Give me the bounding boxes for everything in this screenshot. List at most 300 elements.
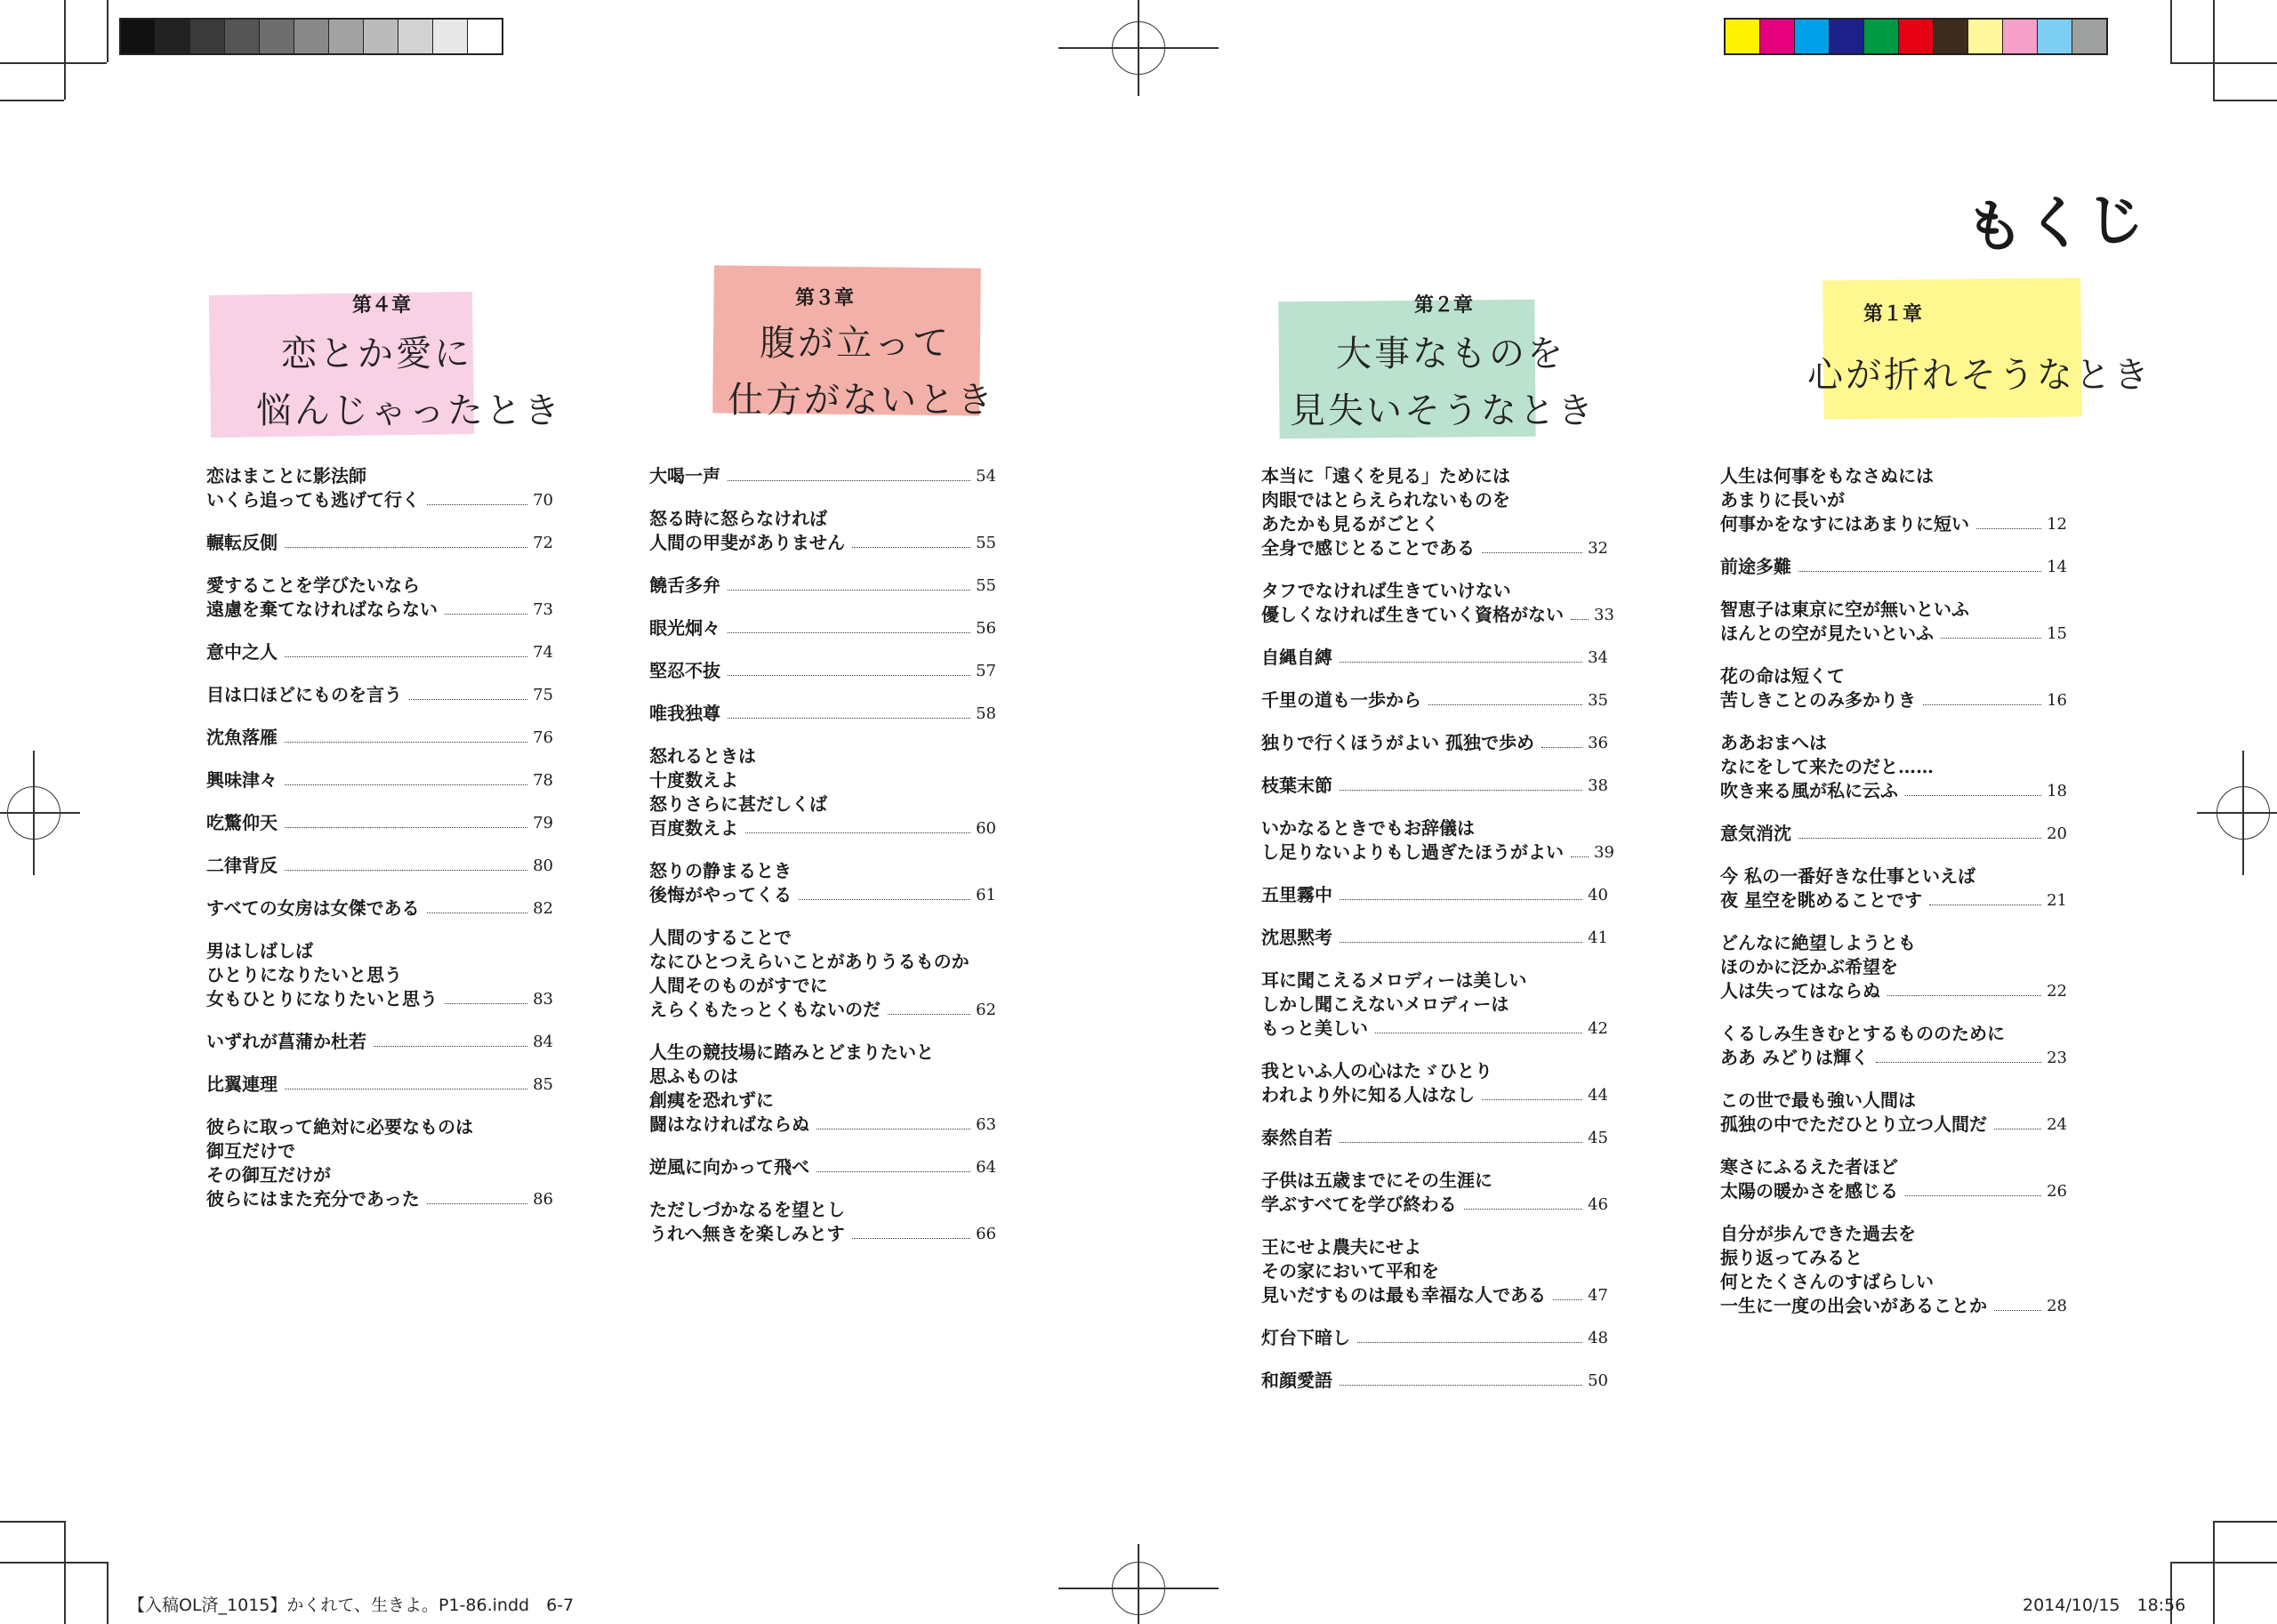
toc-entry-text: 吹き来る風が私に云ふ (1720, 780, 1898, 801)
gray-swatch-4 (225, 20, 260, 53)
toc-entry-last-line (1261, 883, 1608, 907)
toc-entry-last-line (206, 488, 553, 512)
color-swatch-8 (1968, 20, 2003, 53)
dotted-leader (285, 784, 527, 785)
toc-entry-last-line (1720, 1294, 2067, 1318)
toc-entry-line: 十度数えよ (649, 769, 738, 791)
toc-entry-last-line (1720, 979, 2067, 1003)
toc-entry (1720, 731, 2067, 803)
page-number: 50 (1588, 1371, 1608, 1390)
page-number: 58 (976, 704, 996, 723)
toc-entry-last-line (649, 464, 996, 488)
toc-entry-text: 夜 星空を眺めることです (1720, 889, 1922, 911)
dotted-leader (445, 614, 527, 615)
gray-swatch-11 (468, 20, 502, 53)
toc-entry-line: 人生の競技場に踏みとどまりたいと (649, 1041, 934, 1063)
toc-entry (649, 926, 996, 1022)
color-swatch-1 (1726, 20, 1760, 53)
toc-entry-text: 見いだすものは最も幸福な人である (1261, 1284, 1546, 1306)
registration-mark-left (7, 786, 60, 840)
toc-entry-last-line (649, 574, 996, 598)
grayscale-swatch-bar (119, 18, 503, 55)
dotted-leader (888, 1014, 970, 1015)
toc-entry-last-line (206, 811, 553, 835)
dotted-leader (799, 899, 970, 900)
toc-entry (1261, 1235, 1608, 1307)
toc-entry (1261, 1326, 1608, 1350)
page-number: 76 (533, 728, 553, 747)
toc-entry-line: 振り返ってみると (1720, 1247, 1863, 1268)
toc-entry (649, 859, 996, 907)
toc-entry-line: どんなに絶望しようとも (1720, 932, 1916, 953)
page-number: 75 (533, 686, 553, 704)
gray-swatch-7 (329, 20, 364, 53)
toc-entry-text: 苦しきことのみ多かりき (1720, 689, 1916, 711)
gray-swatch-6 (294, 20, 329, 53)
toc-entry-last-line (649, 1155, 996, 1179)
page-number: 39 (1594, 843, 1614, 862)
dotted-leader (1994, 1310, 2041, 1311)
toc-entry-last-line (1261, 1126, 1608, 1150)
dotted-leader (1798, 838, 2041, 839)
toc-entry-last-line (1261, 926, 1608, 950)
dotted-leader (1976, 528, 2041, 529)
toc-entry-last-line (1261, 1283, 1608, 1307)
toc-entry-last-line (206, 531, 553, 555)
toc-entry (1261, 464, 1608, 560)
dotted-leader (728, 632, 970, 633)
page-number: 22 (2047, 982, 2067, 1001)
toc-entry-line: その御互だけが (206, 1164, 331, 1186)
page-number: 78 (533, 771, 553, 790)
page-number: 26 (2047, 1182, 2067, 1201)
page-number: 42 (1588, 1019, 1608, 1038)
toc-entry-last-line (1720, 779, 2067, 803)
toc-entry (1720, 1022, 2067, 1070)
registration-mark-right (2217, 786, 2270, 840)
gray-swatch-5 (260, 20, 294, 53)
dotted-leader (285, 870, 527, 871)
toc-entry-text: 堅忍不抜 (649, 660, 720, 681)
toc-entry-text: 灯台下暗し (1261, 1327, 1350, 1348)
toc-entry-last-line (1720, 822, 2067, 846)
gray-swatch-10 (433, 20, 468, 53)
toc-entry-line: その家において平和を (1261, 1260, 1439, 1282)
toc-entry-line: 男はしばしば (206, 940, 313, 961)
toc-entry-line: 怒れるときは (649, 745, 756, 767)
toc-entry (1261, 774, 1608, 798)
page-number: 40 (1588, 886, 1608, 904)
color-swatch-7 (1934, 20, 1968, 53)
toc-entry-text: 前途多難 (1720, 556, 1791, 577)
color-swatch-4 (1830, 20, 1864, 53)
toc-entry-text: 百度数えよ (649, 817, 738, 839)
toc-entry-last-line (1720, 555, 2067, 579)
toc-entry-last-line (649, 616, 996, 640)
toc-entry-text: 二律背反 (206, 855, 278, 876)
toc-entry-line: 人間のすることで (649, 927, 792, 948)
toc-entry (649, 1198, 996, 1246)
toc-entry-text: いずれが菖蒲か杜若 (206, 1031, 366, 1052)
dotted-leader (728, 590, 970, 591)
toc-entry-line: 創痍を恐れずに (649, 1089, 774, 1111)
footer-timestamp: 2014/10/15 18:56 (2023, 1596, 2186, 1615)
toc-entry-last-line (206, 1187, 553, 1211)
toc-entry-line: ひとりになりたいと思う (206, 964, 402, 985)
page-number: 35 (1588, 691, 1608, 710)
toc-entry-line: 今 私の一番好きな仕事といえば (1720, 865, 1975, 887)
toc-entry-text: 千里の道も一歩から (1261, 689, 1421, 711)
toc-entry (649, 464, 996, 488)
page-number: 47 (1588, 1286, 1608, 1305)
toc-entry-last-line (649, 883, 996, 907)
page-number: 86 (533, 1190, 553, 1209)
toc-entry-line: ただしづかなるを望とし (649, 1199, 845, 1220)
page-number: 84 (533, 1033, 553, 1051)
toc-entry-last-line (1261, 1083, 1608, 1107)
page-number: 55 (976, 534, 996, 552)
color-swatch-9 (2003, 20, 2038, 53)
toc-entry-text: いくら追っても逃げて行く (206, 489, 420, 511)
dotted-leader (817, 1171, 970, 1172)
dotted-leader (445, 1003, 527, 1004)
toc-entry-line: 人生は何事をもなさぬには (1720, 465, 1934, 486)
toc-entry-last-line (206, 896, 553, 921)
toc-entry-last-line (1261, 1193, 1608, 1217)
page-number: 32 (1588, 539, 1608, 558)
toc-entry (206, 896, 553, 921)
toc-entry-last-line (649, 659, 996, 683)
dotted-leader (427, 912, 527, 913)
page-number: 21 (2047, 891, 2067, 910)
toc-entry-line: 肉眼ではとらえられないものを (1261, 489, 1510, 511)
toc-entry-last-line (1261, 603, 1614, 627)
color-swatch-5 (1864, 20, 1899, 53)
chapter-1-label: 第１章 (1863, 302, 1923, 326)
toc-entry (206, 939, 553, 1011)
dotted-leader (285, 547, 527, 548)
page-number: 54 (976, 467, 996, 486)
toc-entry (206, 464, 553, 512)
dotted-leader (728, 718, 970, 719)
color-swatch-bar (1724, 18, 2108, 55)
toc-entry-text: 和顔愛語 (1261, 1370, 1332, 1391)
dotted-leader (1905, 795, 2041, 796)
toc-entry-last-line (1261, 1017, 1608, 1041)
toc-entry-text: 唯我独尊 (649, 703, 720, 724)
chapter-1-header (1807, 276, 2152, 418)
chapter-3-title: 腹が立って 仕方がないとき (728, 323, 995, 421)
toc-entry-last-line (649, 816, 996, 840)
dotted-leader (1929, 904, 2041, 905)
toc-entry-line: 何とたくさんのすばらしい (1720, 1271, 1934, 1292)
dotted-leader (285, 656, 527, 657)
toc-entry-line: この世で最も強い人間は (1720, 1089, 1916, 1111)
toc-entry (1720, 598, 2067, 646)
toc-entry (1261, 579, 1614, 627)
toc-entry-text: 全身で感じとることである (1261, 537, 1475, 559)
page-number: 62 (976, 1001, 996, 1019)
toc-entry-text: し足りないよりもし過ぎたほうがよい (1261, 841, 1564, 863)
toc-entry-last-line (206, 1073, 553, 1097)
toc-entry-text: 輾転反側 (206, 532, 278, 553)
toc-entry-text: 女もひとりになりたいと思う (206, 988, 438, 1009)
gray-swatch-2 (156, 20, 190, 53)
toc-entry-last-line (206, 640, 553, 664)
dotted-leader (1876, 1062, 2041, 1063)
toc-entry-line: あたかも見るがごとく (1261, 513, 1439, 535)
dotted-leader (1340, 942, 1582, 943)
toc-entry-text: 泰然自若 (1261, 1127, 1332, 1148)
toc-entry-text: もっと美しい (1261, 1017, 1368, 1039)
toc-entry (649, 659, 996, 683)
dotted-leader (745, 832, 970, 833)
toc-entry-line: タフでなければ生きていけない (1261, 580, 1511, 601)
toc-entry-text: 孤独の中でただひとり立つ人間だ (1720, 1113, 1987, 1135)
dotted-leader (409, 699, 527, 700)
page-number: 38 (1588, 776, 1608, 795)
toc-entry-last-line (1261, 774, 1608, 798)
toc-entry-text: 遠慮を棄てなければならない (206, 599, 438, 620)
toc-entry-text: 何事かをなすにはあまりに短い (1720, 513, 1969, 535)
dotted-leader (728, 675, 970, 676)
toc-entry-text: 人間の甲斐がありません (649, 532, 845, 553)
gray-swatch-8 (364, 20, 398, 53)
toc-entry-line: 本当に「遠くを見る」ためには (1261, 465, 1510, 486)
gray-swatch-1 (121, 20, 156, 53)
toc-entry (1720, 931, 2067, 1003)
page-number: 48 (1588, 1329, 1608, 1347)
toc-entry-last-line (649, 702, 996, 726)
toc-entry (1261, 646, 1608, 670)
dotted-leader (427, 1203, 527, 1204)
toc-entry-last-line (649, 1222, 996, 1246)
dotted-leader (374, 1046, 527, 1047)
toc-entry-last-line (1261, 688, 1608, 712)
toc-entry (649, 616, 996, 640)
toc-entry (1261, 926, 1608, 950)
dotted-leader (285, 742, 527, 743)
toc-entry-line: 御互だけで (206, 1140, 295, 1162)
toc-entry-last-line (206, 854, 553, 878)
toc-entry-line: 智恵子は東京に空が無いといふ (1720, 599, 1969, 620)
toc-entry (1261, 883, 1608, 907)
toc-entry-text: 饒舌多弁 (649, 575, 720, 596)
toc-entry-line: 怒る時に怒らなければ (649, 508, 827, 529)
toc-entry-text: 大喝一声 (649, 465, 720, 486)
page-number: 70 (533, 491, 553, 510)
dotted-leader (1340, 790, 1582, 791)
chapter-2-title: 大事なものを 見失いそうなとき (1290, 334, 1596, 431)
page-number: 66 (976, 1225, 996, 1243)
toc-entry (1261, 1126, 1608, 1150)
dotted-leader (728, 480, 970, 481)
toc-entry-line: くるしみ生きむとするもののために (1720, 1023, 2005, 1044)
toc-entry (206, 1030, 553, 1054)
toc-entry-text: 沈魚落雁 (206, 727, 278, 748)
toc-entry-text: 沈思黙考 (1261, 927, 1332, 948)
page-number: 73 (533, 600, 553, 619)
toc-entry (1720, 864, 2067, 912)
toc-entry (1720, 1155, 2067, 1203)
toc-entry-last-line (1720, 512, 2067, 536)
page-number: 57 (976, 662, 996, 680)
chapter-3-label: 第３章 (795, 286, 855, 310)
toc-entry-line: あまりに長いが (1720, 489, 1845, 511)
chapter-4-toc (206, 464, 553, 1230)
page-number: 72 (533, 534, 553, 552)
chapter-1-title: 心が折れそうなとき (1807, 355, 2152, 396)
page-number: 64 (976, 1158, 996, 1177)
toc-entry-line: 自分が歩んできた過去を (1720, 1223, 1916, 1244)
toc-entry (1261, 731, 1608, 755)
toc-entry-line: なにをして来たのだと…… (1720, 756, 1934, 777)
toc-entry-text: 学ぶすべてを学び終わる (1261, 1194, 1457, 1215)
toc-entry-line: 王にせよ農夫にせよ (1261, 1236, 1421, 1258)
dotted-leader (1357, 1342, 1582, 1343)
chapter-2-toc (1261, 464, 1614, 1411)
toc-entry (649, 702, 996, 726)
dotted-leader (852, 547, 970, 548)
toc-entry-line: ああおまへは (1720, 732, 1827, 753)
toc-entry (206, 854, 553, 878)
toc-entry (206, 531, 553, 555)
toc-entry-text: えらくもたっとくもないのだ (649, 999, 881, 1020)
page-number: 18 (2047, 782, 2067, 800)
toc-entry-text: 枝葉末節 (1261, 775, 1332, 796)
dotted-leader (1553, 1299, 1582, 1300)
page-number: 44 (1588, 1086, 1608, 1105)
toc-entry (1261, 816, 1614, 864)
page-number: 36 (1588, 734, 1608, 752)
dotted-leader (1340, 662, 1582, 663)
dotted-leader (1428, 704, 1582, 705)
chapter-3-toc (649, 464, 996, 1265)
page-number: 33 (1594, 606, 1614, 624)
toc-entry (649, 744, 996, 840)
page-number: 55 (976, 576, 996, 595)
toc-entry-text: 一生に一度の出会いがあることか (1720, 1295, 1987, 1316)
toc-entry (1261, 1369, 1608, 1393)
chapter-4-title: 恋とか愛に 悩んじゃったとき (256, 334, 562, 431)
toc-entry-last-line (1261, 1369, 1608, 1393)
toc-entry-last-line (206, 987, 553, 1011)
toc-entry-last-line (649, 998, 996, 1022)
color-swatch-3 (1795, 20, 1830, 53)
toc-entry-text: 眼光炯々 (649, 617, 720, 639)
color-swatch-11 (2072, 20, 2106, 53)
page-number: 12 (2047, 515, 2067, 534)
dotted-leader (1482, 552, 1582, 553)
toc-entry-text: うれへ無きを楽しみとす (649, 1223, 845, 1244)
page-number: 80 (533, 856, 553, 875)
toc-entry-last-line (1261, 646, 1608, 670)
chapter-2-label: 第２章 (1414, 293, 1474, 317)
dotted-leader (1923, 704, 2041, 705)
toc-entry-text: 比翼連理 (206, 1073, 278, 1095)
toc-entry-line: ほのかに泛かぶ希望を (1720, 956, 1898, 977)
dotted-leader (427, 504, 527, 505)
page-number: 15 (2047, 624, 2067, 643)
chapter-2-header (1279, 293, 1596, 438)
color-swatch-2 (1760, 20, 1795, 53)
toc-entry (206, 768, 553, 792)
dotted-leader (1905, 1195, 2041, 1196)
toc-entry-last-line (1720, 622, 2067, 646)
footer-file-info: 【入稿OL済_1015】かくれて、生きよ。P1-86.indd 6-7 (128, 1596, 575, 1615)
toc-entry (206, 1073, 553, 1097)
page-number: 41 (1588, 929, 1608, 947)
toc-entry-text: すべての女房は女傑である (206, 897, 420, 919)
toc-entry-line: 我といふ人の心はたゞひとり (1261, 1060, 1493, 1081)
page-number: 60 (976, 819, 996, 838)
toc-entry (206, 574, 553, 622)
toc-entry (206, 726, 553, 750)
page-number: 63 (976, 1115, 996, 1134)
toc-entry (1720, 1089, 2067, 1137)
toc-entry (206, 811, 553, 835)
toc-entry-last-line (206, 726, 553, 750)
toc-entry-text: われより外に知る人はなし (1261, 1084, 1475, 1105)
page-number: 24 (2047, 1115, 2067, 1134)
toc-entry (649, 1041, 996, 1137)
toc-entry (206, 640, 553, 664)
dotted-leader (1340, 899, 1582, 900)
toc-entry (206, 1115, 553, 1211)
toc-entry (1261, 1059, 1608, 1107)
toc-entry (649, 1155, 996, 1179)
toc-entry-text: 彼らにはまた充分であった (206, 1188, 420, 1210)
page-number: 16 (2047, 691, 2067, 710)
toc-entry-text: 人は失ってはならぬ (1720, 980, 1880, 1001)
toc-entry-text: 興味津々 (206, 769, 278, 791)
dotted-leader (1798, 571, 2041, 572)
toc-entry-text: ほんとの空が見たいといふ (1720, 623, 1934, 644)
dotted-leader (1887, 995, 2041, 996)
toc-entry (1720, 664, 2067, 712)
dotted-leader (1994, 1129, 2041, 1130)
toc-entry-last-line (1261, 840, 1614, 864)
toc-entry-last-line (206, 598, 553, 622)
toc-entry-text: 闘はなければならぬ (649, 1113, 809, 1135)
toc-entry (649, 574, 996, 598)
toc-entry (1261, 969, 1608, 1041)
toc-entry-text: 自縄自縛 (1261, 647, 1332, 668)
toc-entry (1720, 1222, 2067, 1318)
gray-swatch-3 (190, 20, 225, 53)
toc-entry-last-line (1720, 1113, 2067, 1137)
page-number: 74 (533, 643, 553, 662)
toc-entry-text: 優しくなければ生きていく資格がない (1261, 604, 1564, 625)
dotted-leader (1541, 747, 1582, 748)
toc-entry-line: 彼らに取って絶対に必要なものは (206, 1116, 473, 1138)
page-number: 23 (2047, 1049, 2067, 1067)
registration-mark-top (1112, 21, 1165, 75)
dotted-leader (1340, 1142, 1582, 1143)
dotted-leader (817, 1129, 970, 1130)
dotted-leader (285, 827, 527, 828)
page-number: 14 (2047, 558, 2067, 576)
toc-entry-last-line (1720, 1179, 2067, 1203)
dotted-leader (1482, 1099, 1582, 1100)
toc-entry-last-line (1720, 1046, 2067, 1070)
page-number: 56 (976, 619, 996, 638)
toc-entry (1720, 822, 2067, 846)
toc-entry-line: 怒りの静まるとき (649, 860, 792, 881)
page-title: もくじ (1964, 186, 2150, 262)
toc-entry-last-line (649, 1113, 996, 1137)
toc-entry-last-line (649, 531, 996, 555)
